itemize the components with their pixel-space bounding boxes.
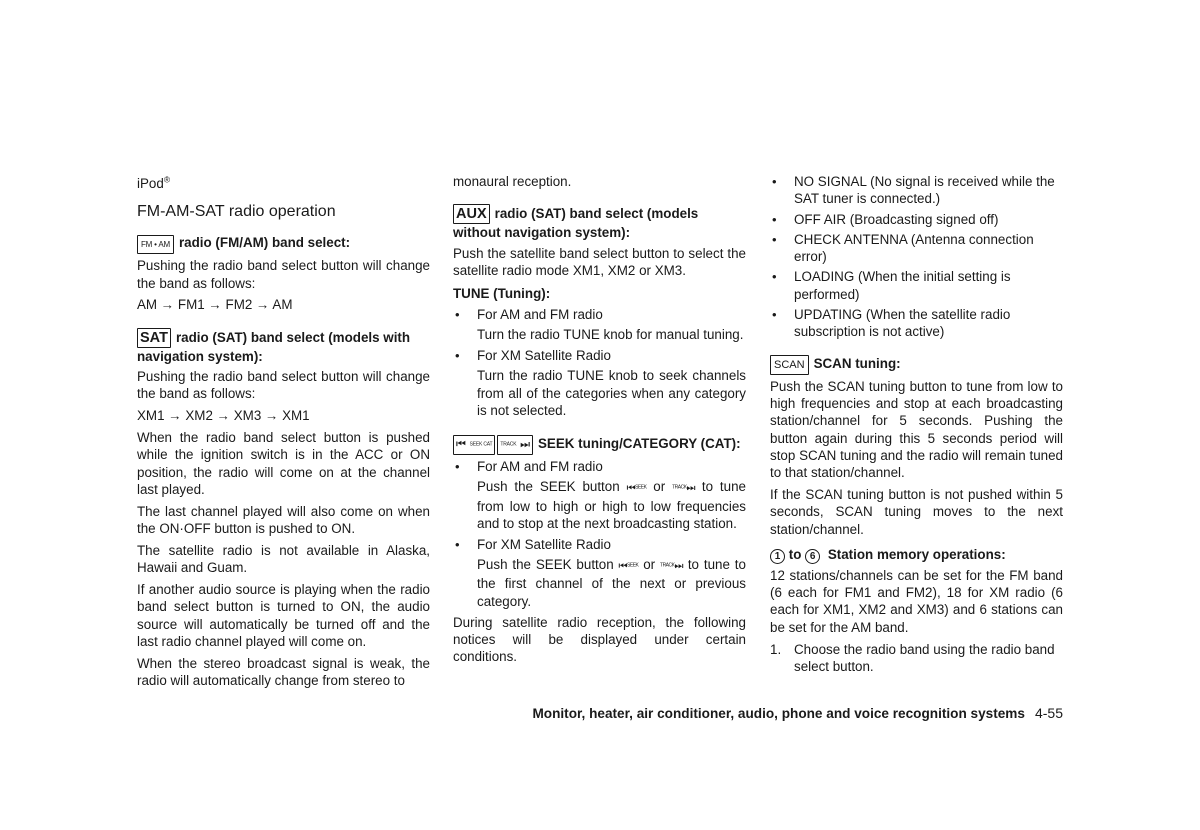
tune-list xyxy=(453,306,746,323)
band-select-heading: FM • AM radio (FM/AM) band select: xyxy=(137,234,430,254)
paragraph: monaural reception. xyxy=(453,174,572,189)
paragraph: Push the satellite band select button to select the satellite radio mode XM1, XM2 or XM3. xyxy=(453,245,746,279)
steps-list xyxy=(770,641,1063,676)
page-number: 4-55 xyxy=(1034,705,1063,721)
paragraph: During satellite radio reception, the following notices will be displayed under certain conditions. xyxy=(453,614,746,665)
list-item: • For AM and FM radio xyxy=(453,306,746,323)
track-forward-button-icon: TRACK ⏭ xyxy=(497,435,533,455)
paragraph: Push the SEEK button ⏮SEEK or TRACK⏭ to tune from low to high or high to low frequencies and to stop at the next broadcasting station. xyxy=(477,479,746,532)
tune-list-2 xyxy=(453,347,746,364)
paragraph: If another audio source is playing when the radio band select button is turned to ON, the audio source will automatically be turned off and the last radio channel played will come on. xyxy=(137,581,430,649)
paragraph: Pushing the radio band select button will change the band as follows: xyxy=(137,369,430,402)
scan-heading: SCAN SCAN tuning: xyxy=(770,355,1063,375)
list-item: • NO SIGNAL (No signal is received while the SAT tuner is connected.) xyxy=(770,173,1063,208)
paragraph: If the SCAN tuning button is not pushed within 5 seconds, SCAN tuning moves to the next station/channel. xyxy=(770,486,1063,537)
column-left xyxy=(137,173,430,694)
paragraph: When the stereo broadcast signal is weak, the radio will automatically change from stereo to xyxy=(137,655,430,688)
seek-list-2 xyxy=(453,536,746,553)
column-middle xyxy=(453,173,746,670)
paragraph: When the radio band select button is pushed while the ignition switch is in the ACC or ON position, the radio will come on at the channel last played. xyxy=(137,430,430,497)
ipod-label: iPod® xyxy=(137,174,171,191)
section-title: FM-AM-SAT radio operation xyxy=(137,203,336,221)
seek-back-button-icon: ⏮ SEEK CAT xyxy=(453,435,495,455)
list-item: • For XM Satellite Radio xyxy=(453,347,746,364)
seek-list xyxy=(453,458,746,475)
notice-list xyxy=(770,173,1063,341)
sat-sequence: XM1 → XM2 → XM3 → XM1 xyxy=(137,408,310,424)
paragraph: Push the SCAN tuning button to tune from low to high frequencies and stop at each broadcasting station/channel for 5 seconds. Pushing the button again during this 5 seconds period will stop SCAN tuning and the radio will remain tuned to that station/channel. xyxy=(770,378,1063,481)
list-item: 1. Choose the radio band using the radio band select button. xyxy=(770,641,1055,674)
list-item: • For AM and FM radio xyxy=(453,458,746,475)
sat-button-icon: SAT xyxy=(137,328,171,348)
seek-heading: ⏮ SEEK CAT TRACK ⏭ SEEK tuning/CATEGORY (CAT): xyxy=(453,435,746,455)
tune-heading: TUNE (Tuning): xyxy=(453,286,551,302)
footer-title: Monitor, heater, air conditioner, audio, phone and voice recognition systems xyxy=(532,706,1025,721)
paragraph: Push the SEEK button ⏮SEEK or TRACK⏭ to tune to the first channel of the next or previous category. xyxy=(477,557,746,609)
page-footer xyxy=(500,705,1063,722)
paragraph: Pushing the radio band select button will change the band as follows: xyxy=(137,258,430,291)
paragraph: The satellite radio is not available in Alaska, Hawaii and Guam. xyxy=(137,542,430,576)
list-item: • For XM Satellite Radio xyxy=(453,536,746,553)
list-item: • UPDATING (When the satellite radio subscription is not active) xyxy=(770,306,1063,341)
column-right xyxy=(770,173,1063,675)
list-item: • OFF AIR (Broadcasting signed off) xyxy=(770,211,1063,228)
paragraph: Turn the radio TUNE knob for manual tuning. xyxy=(477,327,744,343)
aux-select-heading: AUX radio (SAT) band select (models without navigation system): xyxy=(453,206,699,241)
paragraph: The last channel played will also come on when the ON·OFF button is pushed to ON. xyxy=(137,503,430,537)
track-forward-icon: TRACK⏭ xyxy=(660,561,683,573)
fm-am-button-icon: FM • AM xyxy=(137,235,174,254)
track-forward-icon: TRACK⏭ xyxy=(672,483,696,495)
seek-back-icon: ⏮SEEK xyxy=(618,561,639,573)
paragraph: 12 stations/channels can be set for the FM band (6 each for FM1 and FM2), 18 for XM radio (6 each for XM1, XM2 and XM3) and 6 stations can be set for the AM band. xyxy=(770,567,1063,635)
band-sequence: AM → FM1 → FM2 → AM xyxy=(137,297,293,313)
scan-button-icon: SCAN xyxy=(770,355,809,375)
memory-heading: 1 to 6 Station memory operations: xyxy=(770,546,1063,564)
preset-6-icon: 6 xyxy=(805,549,820,564)
sat-select-heading: SAT radio (SAT) band select (models with navigation system): xyxy=(137,329,411,364)
seek-back-icon: ⏮SEEK xyxy=(626,483,647,495)
list-item: • CHECK ANTENNA (Antenna connection error) xyxy=(770,231,1063,266)
aux-button-icon: AUX xyxy=(453,204,490,224)
paragraph: Turn the radio TUNE knob to seek channels from all of the categories when any category is not selected. xyxy=(477,368,746,418)
preset-1-icon: 1 xyxy=(770,549,785,564)
list-item: • LOADING (When the initial setting is performed) xyxy=(770,268,1063,303)
